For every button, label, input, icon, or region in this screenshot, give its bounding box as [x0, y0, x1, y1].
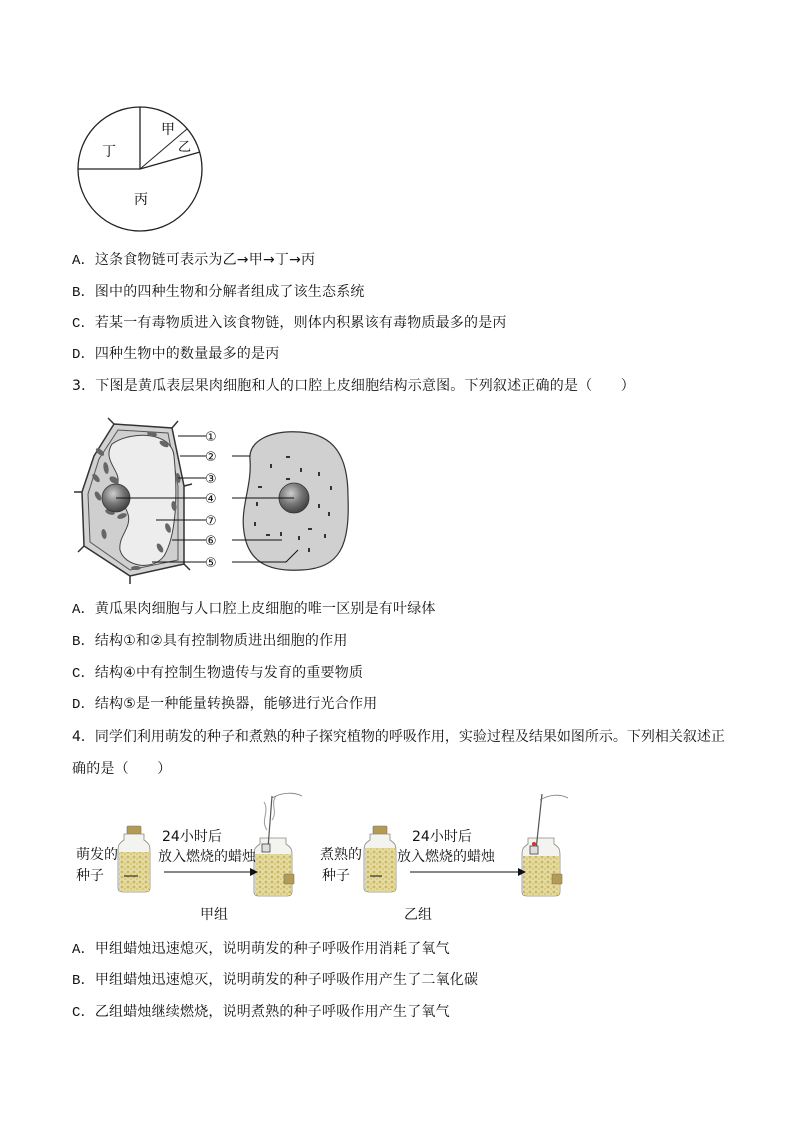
option-letter: C． — [72, 1005, 95, 1021]
pie-label-yi: 乙 — [178, 140, 192, 155]
pie-label-jia: 甲 — [161, 122, 175, 138]
q3-option-c — [72, 663, 363, 684]
option-letter: B． — [72, 973, 95, 989]
option-letter: A． — [72, 942, 95, 958]
label-6: ⑥ — [205, 534, 217, 549]
seed-label-germinated-2: 种子 — [76, 868, 104, 884]
q4-stem-line2: 确的是（ ） — [72, 761, 172, 777]
q4-stem-line1: 4．同学们利用萌发的种子和煮熟的种子探究植物的呼吸作用，实验过程及结果如图所示。下列相关叙述正 — [72, 729, 725, 745]
label-3: ③ — [205, 472, 217, 487]
q4-option-b — [72, 970, 478, 991]
q3-option-a — [72, 599, 436, 620]
pie-label-ding: 丁 — [102, 144, 116, 160]
caption-group-b: 乙组 — [404, 907, 432, 923]
arrow-label-action-b: 放入燃烧的蜡烛 — [397, 849, 495, 865]
jar-open-b — [522, 794, 568, 896]
option-text: 甲组蜡烛迅速熄灭，说明萌发的种子呼吸作用产生了二氧化碳 — [94, 972, 479, 988]
seed-label-boiled-1: 煮熟的 — [320, 847, 362, 863]
q2-option-b — [72, 282, 365, 303]
option-text: 四种生物中的数量最多的是丙 — [94, 346, 280, 362]
label-5: ⑤ — [205, 556, 217, 571]
option-text: 结构⑤是一种能量转换器，能够进行光合作用 — [94, 696, 378, 712]
pie-chart — [74, 104, 206, 234]
q3-stem: 3．下图是黄瓜表层果肉细胞和人的口腔上皮细胞结构示意图。下列叙述正确的是（ ） — [72, 378, 635, 394]
q2-option-c — [72, 313, 507, 334]
jar-sealed-b — [364, 826, 396, 892]
option-letter: D． — [72, 347, 95, 363]
q3-option-b — [72, 631, 348, 652]
q2-option-d — [72, 344, 279, 365]
option-text: 乙组蜡烛继续燃烧，说明煮熟的种子呼吸作用产生了氧气 — [94, 1004, 450, 1020]
seed-label-germinated-1: 萌发的 — [76, 847, 118, 863]
caption-group-a: 甲组 — [200, 907, 228, 923]
experiment-figure — [72, 790, 582, 930]
q4-option-c — [72, 1002, 450, 1023]
option-letter: D． — [72, 697, 95, 713]
option-letter: C． — [72, 316, 95, 332]
cell-diagram — [72, 416, 352, 586]
option-text: 甲组蜡烛迅速熄灭，说明萌发的种子呼吸作用消耗了氧气 — [94, 941, 450, 957]
option-letter: A． — [72, 602, 95, 618]
label-4: ④ — [205, 492, 217, 507]
jar-open-a — [254, 793, 302, 896]
seed-label-boiled-2: 种子 — [322, 868, 350, 884]
q3-option-d — [72, 694, 377, 715]
arrow-label-action-a: 放入燃烧的蜡烛 — [158, 849, 256, 865]
option-text: 图中的四种生物和分解者组成了该生态系统 — [94, 284, 365, 300]
pie-chart-figure — [74, 104, 206, 234]
option-text: 黄瓜果肉细胞与人口腔上皮细胞的唯一区别是有叶绿体 — [94, 601, 436, 617]
q2-option-a — [72, 250, 315, 271]
option-letter: A． — [72, 253, 95, 269]
option-text: 结构①和②具有控制物质进出细胞的作用 — [94, 633, 348, 649]
option-letter: B． — [72, 634, 95, 650]
option-text: 若某一有毒物质进入该食物链，则体内积累该有毒物质最多的是丙 — [94, 315, 507, 331]
option-letter: B． — [72, 285, 95, 301]
label-7: ⑦ — [205, 514, 217, 529]
option-text: 结构④中有控制生物遗传与发育的重要物质 — [94, 665, 364, 681]
arrow-label-time-a: 24小时后 — [162, 829, 222, 845]
option-letter: C． — [72, 666, 95, 682]
label-2: ② — [205, 450, 217, 465]
pie-label-bing: 丙 — [134, 192, 148, 208]
arrow-label-time-b: 24小时后 — [412, 829, 472, 845]
q4-option-a — [72, 939, 450, 960]
option-text: 这条食物链可表示为乙→甲→丁→丙 — [94, 252, 316, 268]
label-1: ① — [205, 430, 217, 445]
jar-sealed-a — [118, 826, 150, 892]
